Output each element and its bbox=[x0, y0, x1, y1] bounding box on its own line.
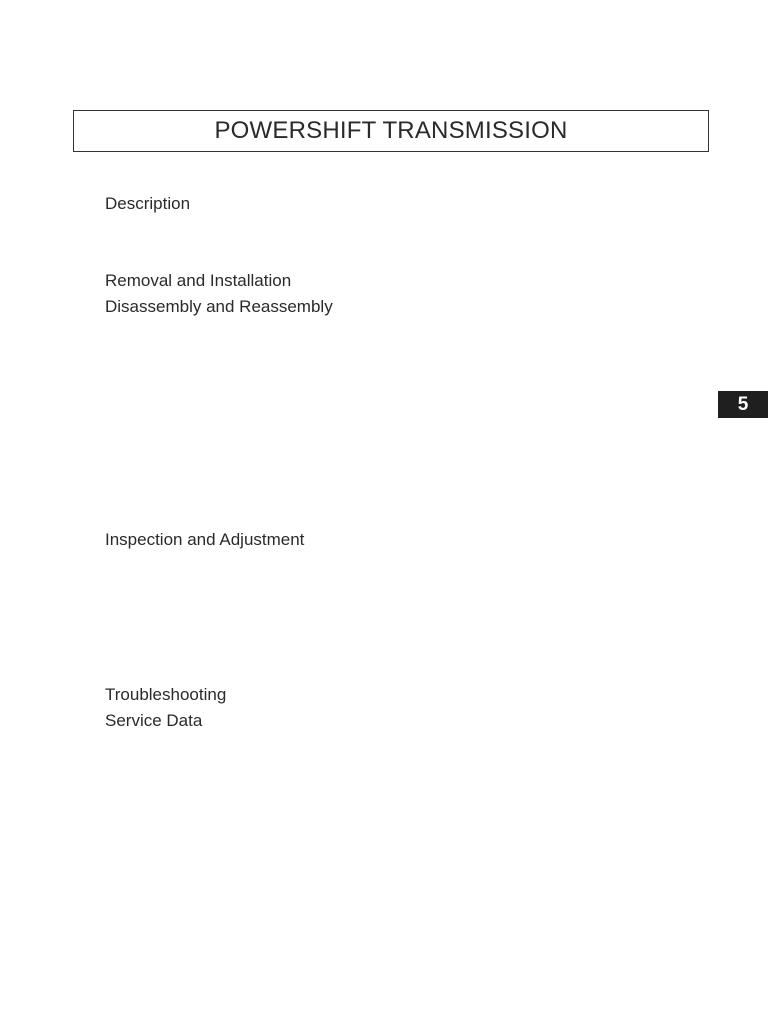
toc-item-removal-installation: Removal and Installation bbox=[105, 271, 292, 290]
section-tab-label: 5 bbox=[737, 393, 749, 415]
toc-item-disassembly-reassembly: Disassembly and Reassembly bbox=[105, 297, 333, 316]
toc-item-inspection-adjustment: Inspection and Adjustment bbox=[105, 530, 305, 549]
chapter-title: POWERSHIFT TRANSMISSION bbox=[214, 117, 568, 144]
chapter-title-box bbox=[73, 110, 709, 152]
section-tab bbox=[718, 391, 768, 418]
toc-item-description: Description bbox=[105, 194, 191, 213]
toc-item-troubleshooting: Troubleshooting bbox=[105, 685, 227, 704]
toc-item-service-data: Service Data bbox=[105, 711, 203, 730]
